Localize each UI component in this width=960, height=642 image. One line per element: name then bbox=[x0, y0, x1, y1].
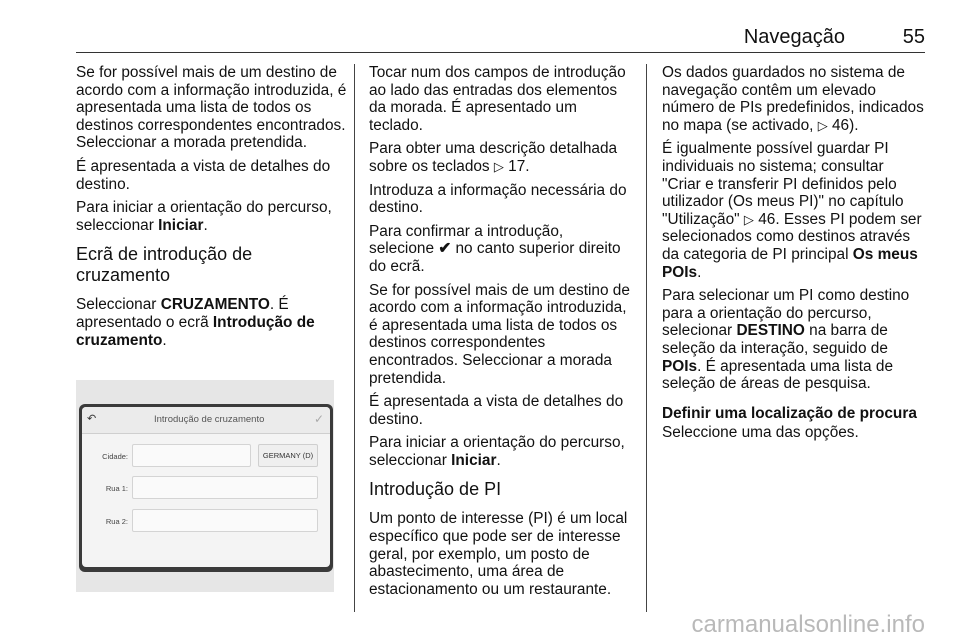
paragraph: É apresentada a vista de detalhes do destino. bbox=[76, 157, 331, 193]
city-input[interactable] bbox=[132, 444, 251, 467]
paragraph: É apresentada a vista de detalhes do destino. bbox=[369, 393, 624, 428]
page-header bbox=[76, 24, 925, 53]
screen-illustration bbox=[76, 380, 334, 592]
paragraph: Se for possível mais de um destino de acordo com a informação introduzida, é apresentada uma lista de todos os destinos correspondentes encontrados. Seleccionar a morada pretendida. bbox=[76, 64, 347, 152]
column-2 bbox=[369, 64, 631, 604]
column-divider bbox=[646, 64, 647, 612]
column-3 bbox=[662, 64, 926, 448]
paragraph: Para obter uma descrição detalhada sobre os teclados ▷ 17. bbox=[369, 140, 618, 175]
column-1 bbox=[76, 64, 348, 355]
screen-titlebar bbox=[82, 407, 330, 434]
paragraph: Seleccionar CRUZAMENTO. É apresentado o ecrã Introdução de cruzamento. bbox=[76, 296, 315, 349]
paragraph: Se for possível mais de um destino de acordo com a informação introduzida, é apresentada uma lista de todos os destinos correspondentes encontrados. Seleccionar a morada pretendida. bbox=[369, 281, 630, 387]
display-bezel bbox=[79, 404, 333, 572]
subsection-heading: Definir uma localização de procura bbox=[662, 404, 917, 422]
watermark: carmanualsonline.info bbox=[691, 611, 925, 638]
city-label: Cidade: bbox=[102, 452, 128, 461]
reference-arrow-icon: ▷ bbox=[817, 117, 828, 133]
paragraph: Para confirmar a introdução, selecione ✔ no canto superior direito do ecrã. bbox=[369, 222, 621, 275]
screen-title: Introdução de cruzamento bbox=[154, 414, 265, 425]
section-heading: Ecrã de introdução de cruzamento bbox=[76, 244, 253, 286]
back-arrow-icon[interactable]: ↶ bbox=[87, 413, 97, 425]
paragraph: Um ponto de interesse (PI) é um local específico que pode ser de interesse geral, por exemplo, um posto de abastecimento, uma área de estacionamento ou um restaurante. bbox=[369, 510, 628, 598]
paragraph: Para selecionar um PI como destino para a orientação do percurso, selecionar DESTINO na barra de seleção da interação, seguido de POIs. É apresentada uma lista de seleção de áreas de pesquisa. bbox=[662, 287, 910, 393]
paragraph: Tocar num dos campos de introdução ao lado das entradas dos elementos da morada. É apresentado um teclado. bbox=[369, 64, 626, 134]
street1-input[interactable] bbox=[132, 476, 318, 499]
street2-label: Rua 2: bbox=[105, 517, 128, 526]
section-title: Navegação bbox=[743, 26, 845, 48]
page-number: 55 bbox=[902, 26, 925, 48]
column-divider bbox=[354, 64, 355, 612]
section-heading: Introdução de PI bbox=[369, 479, 502, 500]
checkmark-icon[interactable]: ✓ bbox=[313, 412, 324, 426]
paragraph: Para iniciar a orientação do percurso, seleccionar Iniciar. bbox=[369, 434, 625, 469]
paragraph: É igualmente possível guardar PI individuais no sistema; consultar "Criar e transferir PI definidos pelo utilizador (Os meus PI)" no capítulo "Utilização" ▷ 46. Esses PI podem ser selecionados como destinos através da categoria de PI principal Os meus POIs. bbox=[662, 140, 922, 281]
checkmark-icon: ✔ bbox=[438, 240, 452, 258]
reference-arrow-icon: ▷ bbox=[743, 211, 754, 227]
reference-arrow-icon: ▷ bbox=[493, 158, 504, 174]
display-panel bbox=[82, 407, 330, 567]
paragraph: Seleccione uma das opções. bbox=[662, 424, 859, 442]
paragraph: Introduza a informação necessária do destino. bbox=[369, 181, 627, 217]
street2-input[interactable] bbox=[132, 509, 318, 532]
paragraph: Os dados guardados no sistema de navegação contêm um elevado número de PIs predefinidos, indicados no mapa (se activado, ▷ 46). bbox=[662, 64, 924, 134]
paragraph: Para iniciar a orientação do percurso, seleccionar Iniciar. bbox=[76, 199, 332, 234]
country-button[interactable]: GERMANY (D) bbox=[258, 444, 318, 467]
street1-label: Rua 1: bbox=[105, 484, 128, 493]
